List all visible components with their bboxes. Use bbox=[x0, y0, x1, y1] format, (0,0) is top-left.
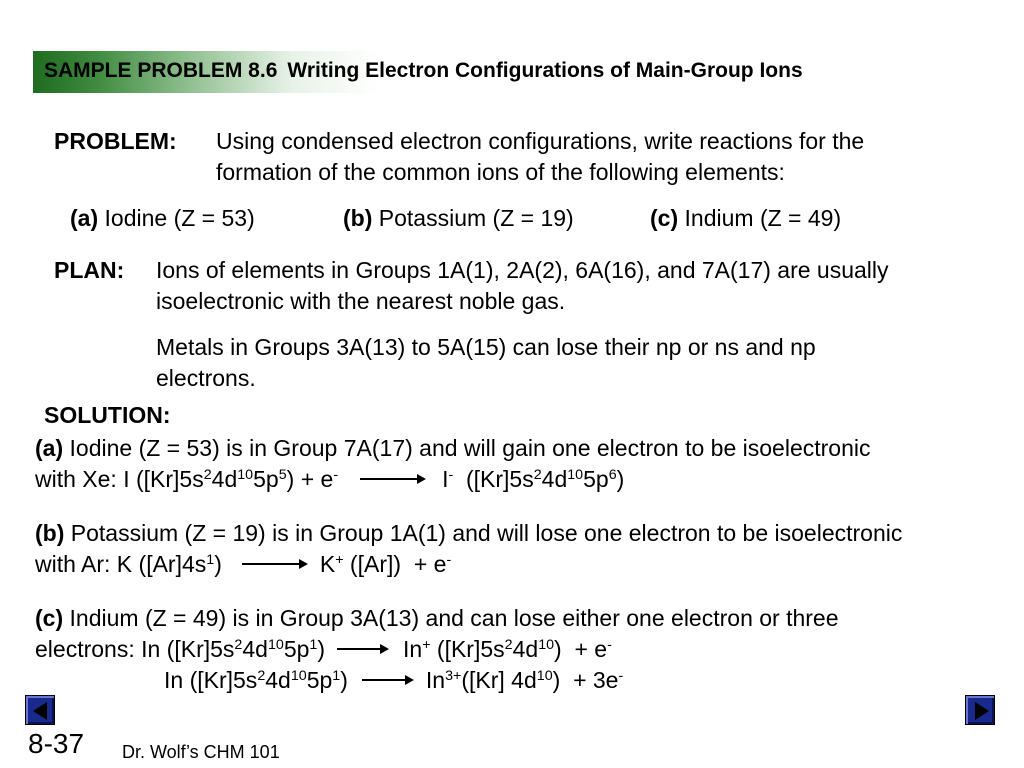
choice-c-text: Indium (Z = 49) bbox=[678, 205, 842, 231]
previous-slide-icon bbox=[33, 702, 47, 720]
problem-text bbox=[216, 126, 864, 188]
equation-b-product: K bbox=[319, 551, 336, 577]
equation-c2-product: In bbox=[425, 667, 446, 693]
equation-c1-product: In bbox=[403, 636, 423, 662]
solution-b-line-1 bbox=[35, 518, 902, 549]
equation-c2-reactant: In ([Kr]5s bbox=[164, 667, 258, 693]
equation-b-product-charge: + bbox=[335, 552, 344, 569]
reaction-arrow-icon bbox=[337, 648, 387, 650]
problem-label: PROBLEM: bbox=[54, 128, 177, 154]
reaction-arrow-icon bbox=[242, 563, 306, 565]
equation-c2-product-charge: 3+ bbox=[445, 668, 462, 685]
next-slide-button[interactable] bbox=[965, 695, 995, 725]
choice-b-letter: (b) bbox=[343, 205, 373, 231]
solution-a-text: Iodine (Z = 53) is in Group 7A(17) and will gain one electron to be isoelectronic bbox=[63, 435, 871, 461]
plan-p2-line-2: electrons. bbox=[156, 365, 256, 391]
equation-a-product: I bbox=[442, 466, 449, 492]
solution-b-text: Potassium (Z = 19) is in Group 1A(1) and will lose one electron to be isoelectronic bbox=[64, 520, 903, 546]
solution-c-line-1 bbox=[35, 603, 839, 634]
choice-b-text: Potassium (Z = 19) bbox=[372, 205, 574, 231]
solution-b bbox=[35, 518, 902, 580]
plan-p2-line-1: Metals in Groups 3A(13) to 5A(15) can lose their np or ns and np bbox=[156, 334, 816, 360]
previous-slide-button[interactable] bbox=[25, 695, 55, 725]
plan-p1-line-1: Ions of elements in Groups 1A(1), 2A(2), 6A(16), and 7A(17) are usually bbox=[156, 257, 889, 283]
plan-label: PLAN: bbox=[54, 257, 125, 283]
slide-number: 8-37 bbox=[28, 728, 85, 759]
equation-b-reactant: with Ar: K ([Ar]4s bbox=[35, 551, 207, 577]
footer-text: Dr. Wolf’s CHM 101 bbox=[122, 742, 280, 762]
solution-b-letter: (b) bbox=[35, 520, 65, 546]
solution-label: SOLUTION: bbox=[44, 402, 171, 428]
solution-a-line-1 bbox=[35, 433, 870, 464]
reaction-arrow-icon bbox=[362, 679, 412, 681]
solution-a bbox=[35, 433, 870, 495]
solution-c-letter: (c) bbox=[35, 605, 64, 631]
plan-p1-line-2: isoelectronic with the nearest noble gas. bbox=[156, 288, 566, 314]
equation-a-reactant: with Xe: I ([Kr]5s bbox=[35, 466, 204, 492]
plan-paragraph-2 bbox=[156, 332, 816, 394]
solution-c-text: Indium (Z = 49) is in Group 3A(13) and can lose either one electron or three bbox=[63, 605, 839, 631]
choice-a bbox=[70, 203, 255, 234]
solution-a-letter: (a) bbox=[35, 435, 64, 461]
equation-c1-product-charge: + bbox=[422, 637, 431, 654]
sample-problem-title: Writing Electron Configurations of Main-Group Ions bbox=[287, 59, 803, 82]
next-slide-icon bbox=[975, 702, 989, 720]
problem-line-2: formation of the common ions of the following elements: bbox=[216, 159, 785, 185]
choice-c-letter: (c) bbox=[650, 205, 679, 231]
solution-b-equation: with Ar: K $([Ar]4s^1)$ K+ ([Ar]) + e- bbox=[35, 551, 452, 577]
reaction-arrow-icon bbox=[360, 478, 424, 480]
choice-a-letter: (a) bbox=[70, 205, 99, 231]
solution-c-equation-2: In $([Kr]5s^24d^{10}5p^1)$ $In^{3+}([Kr] 4d^{10}) + 3e^-$ bbox=[164, 667, 624, 693]
choice-c bbox=[650, 203, 841, 234]
sample-problem-label: SAMPLE PROBLEM 8.6 bbox=[44, 59, 278, 82]
plan-paragraph-1 bbox=[156, 255, 889, 317]
equation-a-product-charge: - bbox=[448, 467, 454, 484]
solution-a-equation: with Xe: I $([Kr]5s^24d^{10}5p^5) + e^-$ I- $([Kr]5s^24d^{10}5p^6)$ bbox=[35, 466, 625, 492]
solution-c-equation-1: electrons: In $([Kr]5s^24d^{10}5p^1)$ In+ $([Kr]5s^24d^{10}) + e^-$ bbox=[35, 636, 612, 662]
choice-a-text: Iodine (Z = 53) bbox=[98, 205, 255, 231]
equation-c1-reactant: electrons: In ([Kr]5s bbox=[35, 636, 235, 662]
slide-title bbox=[44, 59, 803, 83]
choice-b bbox=[343, 203, 574, 234]
solution-c bbox=[35, 603, 839, 696]
problem-line-1: Using condensed electron configurations, write reactions for the bbox=[216, 128, 865, 154]
